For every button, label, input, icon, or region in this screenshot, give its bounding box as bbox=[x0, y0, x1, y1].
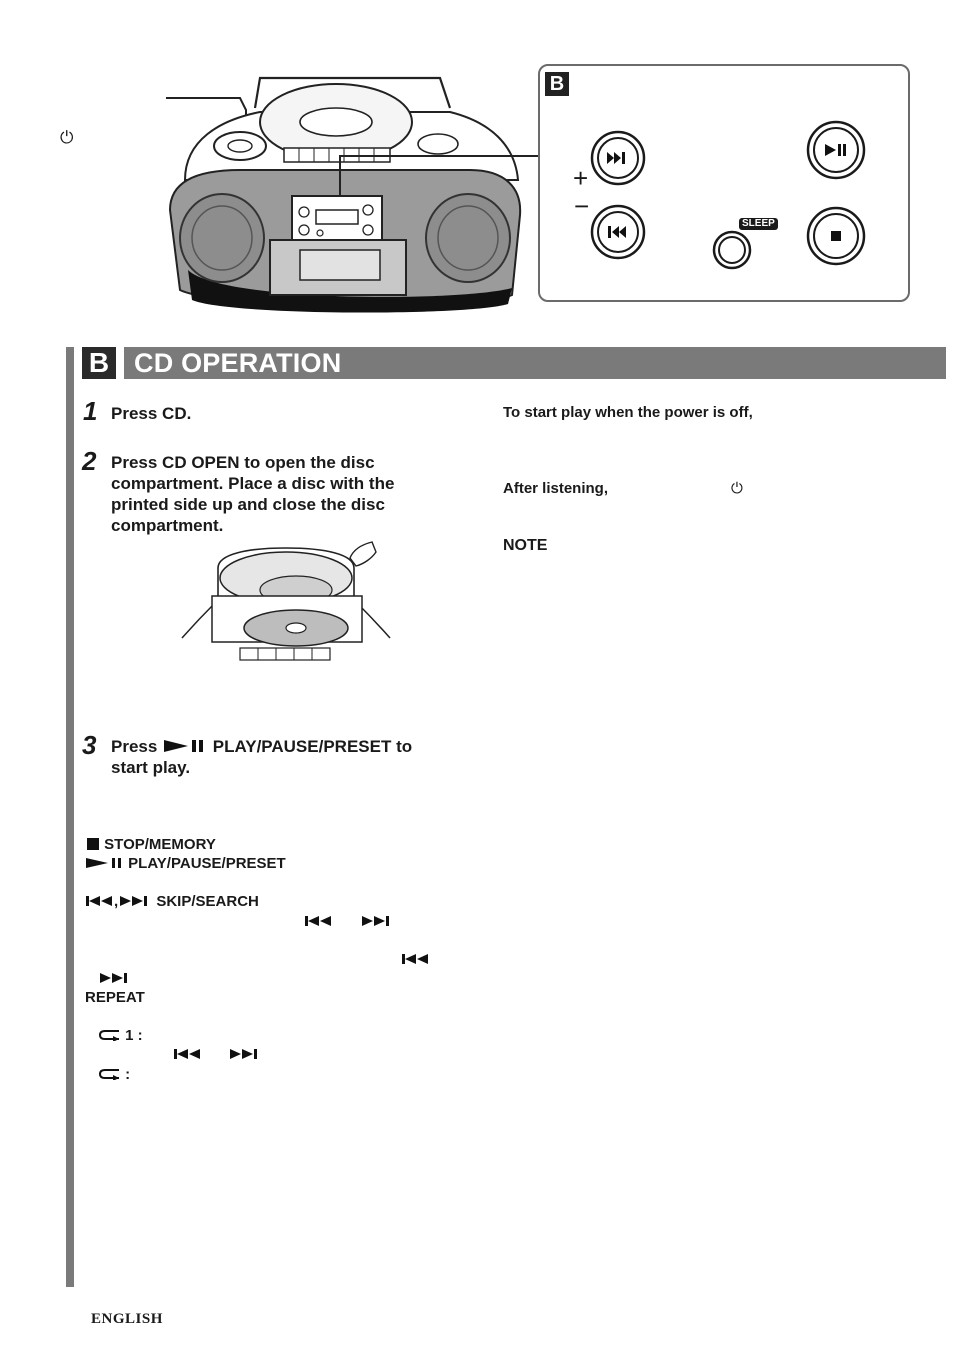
control-repeat: REPEAT bbox=[85, 989, 145, 1006]
disc-loading-illustration bbox=[178, 538, 394, 664]
step-2-line: compartment. Place a disc with the bbox=[111, 474, 395, 493]
minus-label: − bbox=[574, 191, 590, 221]
step-2-text bbox=[111, 452, 394, 536]
step-2-number: 2 bbox=[82, 446, 97, 476]
play-pause-icon bbox=[164, 739, 206, 753]
skip-separator: , bbox=[114, 893, 119, 910]
section-letter: B bbox=[88, 347, 110, 378]
step-1-number: 1 bbox=[83, 396, 98, 426]
power-icon: ⏻ bbox=[60, 128, 74, 147]
repeat-one-label: 1 : bbox=[125, 1027, 143, 1044]
step-3-action: PLAY/PAUSE/PRESET to bbox=[212, 737, 413, 756]
step-3-press: Press bbox=[111, 737, 158, 756]
play-pause-icon bbox=[86, 857, 124, 869]
repeat-one-mode bbox=[99, 1026, 143, 1045]
note-heading: NOTE bbox=[503, 537, 548, 554]
sleep-label: SLEEP bbox=[739, 218, 778, 230]
stop-icon bbox=[86, 837, 100, 851]
panel-letter: B bbox=[549, 73, 565, 95]
skip-forward-icon bbox=[120, 895, 150, 907]
skip-forward-icon bbox=[100, 972, 130, 984]
sleep-button[interactable] bbox=[712, 230, 752, 270]
skip-forward-icon bbox=[230, 1048, 260, 1060]
after-listening-heading: After listening, bbox=[503, 480, 609, 497]
stop-button[interactable] bbox=[806, 206, 866, 266]
section-title: CD OPERATION bbox=[134, 348, 342, 378]
boombox-illustration bbox=[160, 70, 550, 320]
skip-forward-button[interactable] bbox=[590, 130, 646, 186]
panel-letter-badge bbox=[545, 72, 569, 96]
skip-back-icon bbox=[402, 953, 432, 965]
repeat-icon bbox=[99, 1029, 121, 1041]
control-play bbox=[86, 854, 286, 873]
step-2-line: compartment. bbox=[111, 516, 224, 535]
control-stop bbox=[86, 835, 216, 854]
control-skip bbox=[86, 892, 259, 911]
power-icon: ⏻ bbox=[731, 480, 743, 497]
page-language-footer: ENGLISH bbox=[91, 1311, 163, 1327]
step-1-text: Press CD. bbox=[111, 404, 192, 423]
repeat-all-label: : bbox=[125, 1066, 131, 1083]
control-stop-label: STOP/MEMORY bbox=[104, 836, 216, 853]
repeat-icon bbox=[99, 1068, 121, 1080]
control-skip-label: SKIP/SEARCH bbox=[156, 893, 259, 910]
step-2-line: printed side up and close the disc bbox=[111, 495, 385, 514]
skip-back-icon bbox=[174, 1048, 204, 1060]
control-play-label: PLAY/PAUSE/PRESET bbox=[128, 855, 286, 872]
step-3-number: 3 bbox=[82, 730, 97, 760]
step-2-line: Press CD OPEN to open the disc bbox=[111, 453, 375, 472]
section-side-rule bbox=[66, 347, 74, 1287]
start-play-heading: To start play when the power is off, bbox=[503, 404, 753, 421]
repeat-all-mode bbox=[99, 1065, 130, 1084]
play-pause-button[interactable] bbox=[806, 120, 866, 180]
step-3-line2: start play. bbox=[111, 758, 191, 777]
skip-back-icon bbox=[86, 895, 114, 907]
plus-label: + bbox=[573, 163, 589, 193]
skip-forward-icon bbox=[362, 915, 392, 927]
section-letter-badge bbox=[82, 347, 116, 379]
step-3-text bbox=[111, 736, 412, 778]
skip-back-icon bbox=[305, 915, 335, 927]
skip-back-button[interactable] bbox=[590, 204, 646, 260]
